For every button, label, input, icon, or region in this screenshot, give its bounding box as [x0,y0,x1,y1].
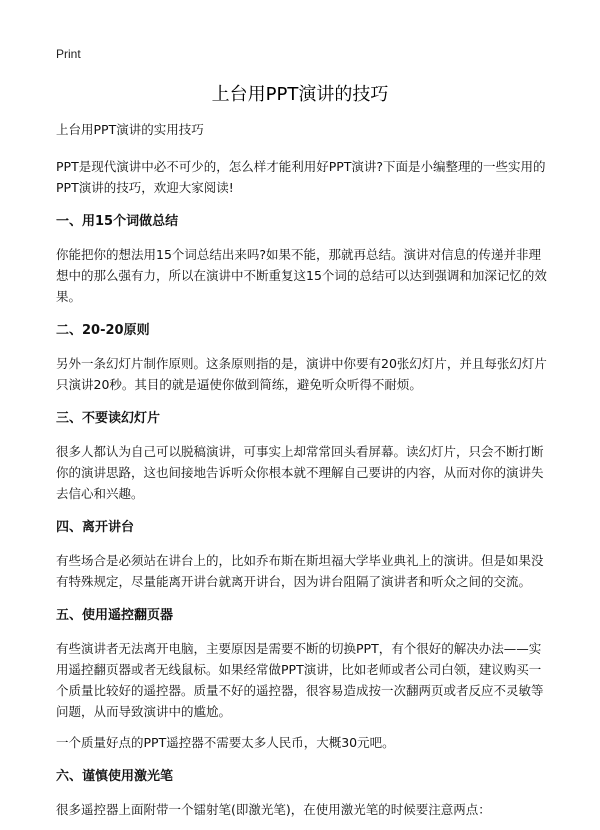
section-heading-4: 四、离开讲台 [56,520,135,535]
page-title: 上台用PPT演讲的技巧 [211,84,389,105]
section-heading-5: 五、使用遥控翻页器 [56,608,174,623]
section-6-paragraph: 很多遥控器上面附带一个镭射笔(即激光笔)，在使用激光笔的时候要注意两点： [56,802,491,817]
section-5-paragraph-2: 一个质量好点的PPT遥控器不需要太多人民币，大概30元吧。 [56,735,395,750]
section-heading-3: 三、不要读幻灯片 [56,411,161,426]
section-4-paragraph: 有些场合是必须站在讲台上的，比如乔布斯在斯坦福大学毕业典礼上的演讲。但是如果没有特殊规定，尽量能离开讲台就离开讲台，因为讲台阻隔了演讲者和听众之间的交流。 [56,553,544,589]
section-1-paragraph: 你能把你的想法用15个词总结出来吗?如果不能，那就再总结。演讲对信息的传递并非理想中的那么强有力，所以在演讲中不断重复这15个词的总结可以达到强调和加深记忆的效果。 [56,247,547,304]
section-heading-6: 六、谨慎使用激光笔 [56,769,174,784]
section-2-paragraph: 另外一条幻灯片制作原则。这条原则指的是，演讲中你要有20张幻灯片，并且每张幻灯片只演讲20秒。其目的就是逼使你做到简练，避免听众听得不耐烦。 [56,356,547,392]
intro-paragraph: PPT是现代演讲中必不可少的，怎么样才能利用好PPT演讲?下面是小编整理的一些实用的PPT演讲的技巧，欢迎大家阅读! [56,159,546,195]
print-link[interactable]: Print [56,47,81,61]
section-3-paragraph: 很多人都认为自己可以脱稿演讲，可事实上却常常回头看屏幕。读幻灯片，只会不断打断你的演讲思路，这也间接地告诉听众你根本就不理解自己要讲的内容，从而对你的演讲失去信心和兴趣。 [56,444,544,501]
article-subtitle: 上台用PPT演讲的实用技巧 [56,122,204,137]
section-heading-2: 二、20-20原则 [56,323,150,338]
article-body [56,120,552,830]
section-5-paragraph-1: 有些演讲者无法离开电脑，主要原因是需要不断的切换PPT，有个很好的解决办法——实用遥控翻页器或者无线鼠标。如果经常做PPT演讲，比如老师或者公司白领，建议购买一个质量比较好的遥控器。质量不好的遥控器，很容易造成按一次翻两页或者反应不灵敏等问题，从而导致演讲中的尴尬。 [56,641,544,719]
section-heading-1: 一、用15个词做总结 [56,214,179,229]
